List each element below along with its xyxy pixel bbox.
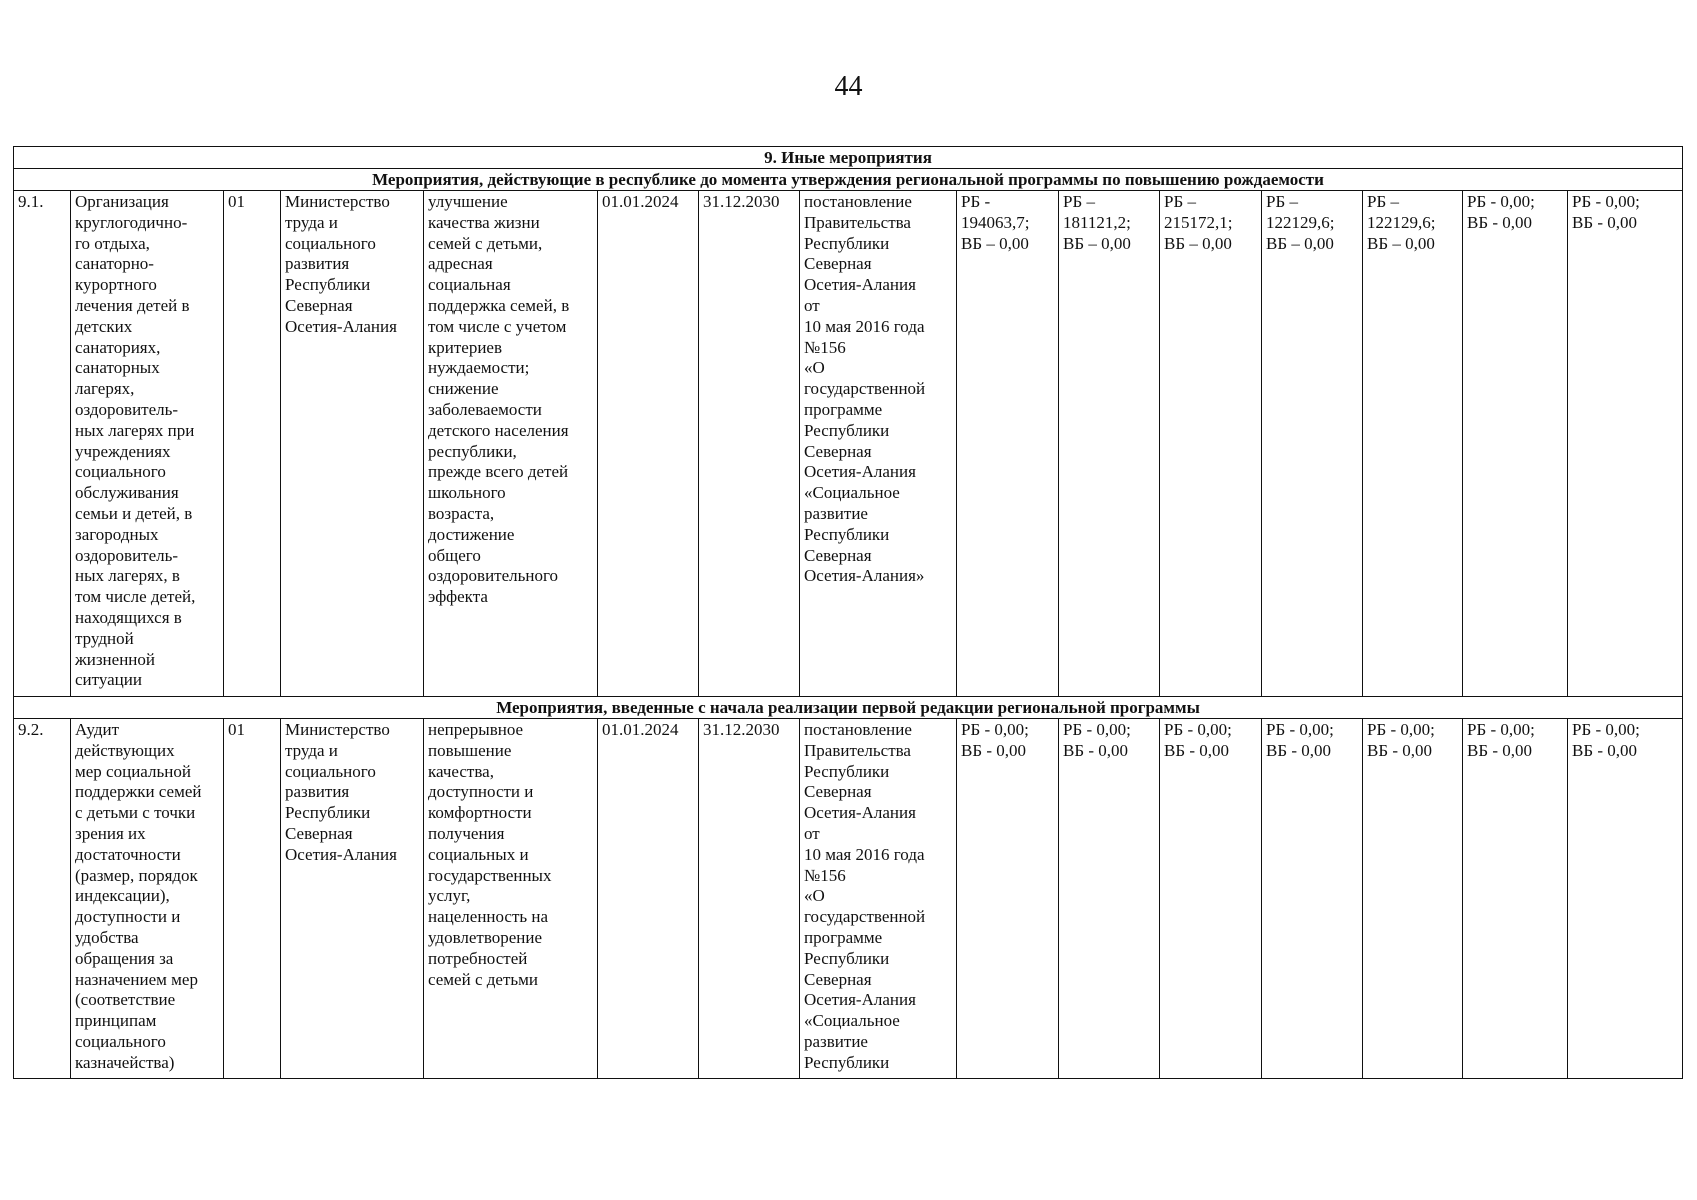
section-title: 9. Иные мероприятия — [14, 147, 1683, 169]
funding-cell: РБ – 122129,6; ВБ – 0,00 — [1262, 191, 1363, 697]
group-header-row — [14, 169, 1683, 191]
funding-cell: РБ - 0,00; ВБ - 0,00 — [1262, 719, 1363, 1079]
end-date: 31.12.2030 — [699, 191, 800, 697]
funding-cell: РБ - 0,00; ВБ - 0,00 — [1160, 719, 1262, 1079]
legal-document: постановление Правительства Республики Северная Осетия-Алания от 10 мая 2016 года №156 «О государственной программе Республики Северная Осетия-Алания «Социальное развитие Республики — [800, 719, 957, 1079]
funding-cell: РБ – 122129,6; ВБ – 0,00 — [1363, 191, 1463, 697]
start-date: 01.01.2024 — [598, 191, 699, 697]
funding-cell: РБ - 0,00; ВБ - 0,00 — [1463, 191, 1568, 697]
group-header: Мероприятия, действующие в республике до момента утверждения региональной программы по повышению рождаемости — [14, 169, 1683, 191]
measure-code: 01 — [224, 719, 281, 1079]
row-number: 9.2. — [14, 719, 71, 1079]
funding-cell: РБ – 181121,2; ВБ – 0,00 — [1059, 191, 1160, 697]
funding-cell: РБ - 0,00; ВБ - 0,00 — [1463, 719, 1568, 1079]
funding-cell: РБ - 0,00; ВБ - 0,00 — [957, 719, 1059, 1079]
measure-name: Аудит действующих мер социальной поддержки семей с детьми с точки зрения их достаточности (размер, порядок индексации), доступности и удобства обращения за назначением мер (соответствие принципам социального казначейства) — [71, 719, 224, 1079]
expected-result: улучшение качества жизни семей с детьми, адресная социальная поддержка семей, в том числе с учетом критериев нуждаемости; снижение заболеваемости детского населения республики, прежде всего детей школьного возраста, достижение общего оздоровительного эффекта — [424, 191, 598, 697]
executor: Министерство труда и социального развития Республики Северная Осетия-Алания — [281, 191, 424, 697]
group-header: Мероприятия, введенные с начала реализации первой редакции региональной программы — [14, 697, 1683, 719]
legal-document: постановление Правительства Республики Северная Осетия-Алания от 10 мая 2016 года №156 «О государственной программе Республики Северная Осетия-Алания «Социальное развитие Республики Северная Осетия-Алания» — [800, 191, 957, 697]
section-title-row — [14, 147, 1683, 169]
end-date: 31.12.2030 — [699, 719, 800, 1079]
measures-table — [13, 146, 1683, 1079]
table-row — [14, 719, 1683, 1079]
executor: Министерство труда и социального развития Республики Северная Осетия-Алания — [281, 719, 424, 1079]
expected-result: непрерывное повышение качества, доступности и комфортности получения социальных и государственных услуг, нацеленность на удовлетворение потребностей семей с детьми — [424, 719, 598, 1079]
row-number: 9.1. — [14, 191, 71, 697]
funding-cell: РБ - 0,00; ВБ - 0,00 — [1059, 719, 1160, 1079]
funding-cell: РБ – 215172,1; ВБ – 0,00 — [1160, 191, 1262, 697]
start-date: 01.01.2024 — [598, 719, 699, 1079]
funding-cell: РБ - 194063,7; ВБ – 0,00 — [957, 191, 1059, 697]
funding-cell: РБ - 0,00; ВБ - 0,00 — [1363, 719, 1463, 1079]
funding-cell: РБ - 0,00; ВБ - 0,00 — [1568, 719, 1683, 1079]
page-number: 44 — [834, 71, 863, 102]
measure-name: Организация круглогодично- го отдыха, санаторно- курортного лечения детей в детских санаториях, санаторных лагерях, оздоровитель- ных лагерях при учреждениях социального обслуживания семьи и детей, в загородных оздоровитель- ных лагерях, в том числе детей, находящихся в трудной жизненной ситуации — [71, 191, 224, 697]
table-row — [14, 191, 1683, 697]
measure-code: 01 — [224, 191, 281, 697]
group-header-row — [14, 697, 1683, 719]
funding-cell: РБ - 0,00; ВБ - 0,00 — [1568, 191, 1683, 697]
